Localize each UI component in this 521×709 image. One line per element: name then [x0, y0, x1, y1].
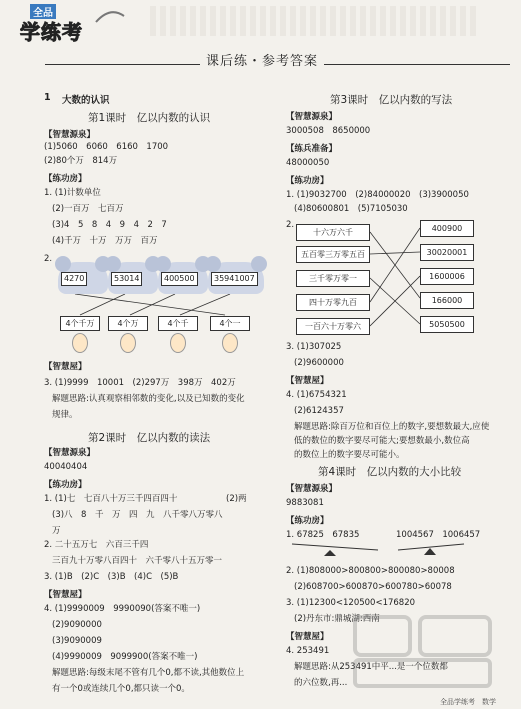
answer-line: (3)4 5 8 4 9 4 2 7 [52, 220, 167, 230]
answer-line: 4. 253491 [286, 646, 330, 656]
mouse-figure [158, 262, 208, 294]
mouse-figure [208, 262, 264, 294]
section-label: 【智慧源泉】 [44, 448, 96, 458]
cat-figure [120, 333, 136, 353]
answer-line: 1004567 1006457 [396, 530, 481, 540]
answer-line: 3. (1)9999 10001 (2)297万 398万 402万 [44, 378, 236, 388]
answer-line: (2)9090000 [52, 620, 102, 630]
mouse-number: 400500 [161, 272, 198, 286]
lesson-2-title: 第2课时 亿以内数的读法 [88, 432, 211, 444]
page-title: 课后练・参考答案 [200, 50, 324, 69]
lesson-4-title: 第4课时 亿以内数的大小比较 [318, 466, 462, 478]
cat-figure [222, 333, 238, 353]
answer-line: 40040404 [44, 462, 88, 472]
answer-line: 解题思路:从253491中平...是一个位数都 [294, 662, 448, 672]
answer-line: 3. (1)12300<120500<176820 [286, 598, 416, 608]
section-label: 【智慧屋】 [44, 590, 87, 600]
balance-scale-icon [396, 540, 466, 556]
answer-line: 低的数位的数字要尽可能大;要想数最小,数位高 [294, 436, 470, 446]
answer-line: 的数位上的数字要尽可能小。 [294, 450, 405, 460]
section-label: 【智慧屋】 [286, 376, 329, 386]
word-box: 十六万六千 [296, 224, 370, 241]
answer-line: 2. [286, 220, 295, 230]
section-label: 【练兵准备】 [286, 144, 338, 154]
mouse-number: 35941007 [211, 272, 258, 286]
answer-line: 有一个0或连续几个0,都只读一个0。 [52, 684, 190, 694]
section-label: 【智慧源泉】 [286, 112, 338, 122]
answer-line: (3)9090009 [52, 636, 102, 646]
answer-line: (2)9600000 [294, 358, 344, 368]
lesson-3-title: 第3课时 亿以内数的写法 [330, 94, 453, 106]
answer-line: (2)丹东市:鼎城湖:西南 [294, 614, 380, 624]
mouse-figure [58, 262, 108, 294]
word-box: 五百零三万零五百 [296, 246, 370, 263]
answer-line: (4)80600801 (5)7105030 [294, 204, 408, 214]
word-box: 四十万零九百 [296, 294, 370, 311]
place-value-box: 4个一 [210, 316, 250, 331]
answer-line: (2)两 [226, 494, 247, 504]
word-box: 一百六十万零六 [296, 318, 370, 335]
decor-band [150, 6, 480, 36]
matching-lines-left [50, 294, 270, 316]
balance-scale-icon [290, 540, 380, 556]
section-label: 【练功房】 [286, 516, 329, 526]
section-label: 【智慧屋】 [286, 632, 329, 642]
number-box: 30020001 [420, 244, 474, 261]
matching-lines-right [370, 226, 420, 330]
section-label: 【智慧屋】 [44, 362, 87, 372]
watermark [350, 612, 500, 692]
brand-top: 全品 [30, 4, 56, 19]
answer-line: 1. (1)9032700 (2)84000020 (3)3900050 [286, 190, 469, 200]
answer-line: 的六位数,再... [294, 678, 348, 688]
section-label: 【练功房】 [44, 480, 87, 490]
answer-line: 48000050 [286, 158, 330, 168]
section-label: 【智慧源泉】 [286, 484, 338, 494]
number-box: 5050500 [420, 316, 474, 333]
answer-line: 万 [52, 526, 61, 536]
word-box: 三千零万零一 [296, 270, 370, 287]
header-bar [45, 50, 510, 70]
mouse-figure [108, 262, 158, 294]
answer-line: 3. (1)B (2)C (3)B (4)C (5)B [44, 572, 179, 582]
answer-line: 规律。 [52, 410, 78, 420]
brand-logo [20, 4, 130, 44]
answer-line: 3000508 8650000 [286, 126, 371, 136]
footer-label: 全品学练考 数学 [440, 698, 496, 706]
unit-title: 大数的认识 [62, 95, 110, 106]
section-label: 【练功房】 [286, 176, 329, 186]
answer-line: 4. (1)6754321 [286, 390, 347, 400]
cat-figure [72, 333, 88, 353]
answer-line: 1. 67825 67835 [286, 530, 360, 540]
number-box: 400900 [420, 220, 474, 237]
answer-line: (4)9990009 9099900(答案不唯一) [52, 652, 198, 662]
answer-line: 4. (1)9990009 9990090(答案不唯一) [44, 604, 201, 614]
number-box: 1600006 [420, 268, 474, 285]
answer-line: (2)一百万 七百万 [52, 204, 124, 214]
lesson-1-title: 第1课时 亿以内数的认识 [88, 112, 211, 124]
answer-line: 2. [44, 254, 53, 264]
answer-line: (1)5060 6060 6160 1700 [44, 142, 169, 152]
answer-line: 9883081 [286, 498, 324, 508]
place-value-box: 4个千 [158, 316, 198, 331]
answer-line: (2)80个万 814万 [44, 156, 118, 166]
answer-line: (3)八 8 千 万 四 九 八千零八万零八 [52, 510, 223, 520]
cat-figure [170, 333, 186, 353]
answer-line: 三百九十万零八百四十 六千零八十五万零一 [52, 556, 223, 566]
answer-line: (2)608700>600870>600780>60078 [294, 582, 452, 592]
place-value-box: 4个万 [108, 316, 148, 331]
answer-line: 2. (1)808000>800800>800080>80008 [286, 566, 455, 576]
place-value-box: 4个千万 [60, 316, 100, 331]
number-box: 166000 [420, 292, 474, 309]
watermark-logo-icon [350, 612, 500, 692]
section-label: 【练功房】 [44, 174, 87, 184]
brand-main: 学练考 [20, 20, 83, 44]
answer-line: 解题思路:除百万位和百位上的数字,要想数最大,应使 [294, 422, 490, 432]
answer-line: (2)6124357 [294, 406, 344, 416]
answer-line: (4)千万 十万 万万 百万 [52, 236, 158, 246]
mouse-number: 4270 [61, 272, 87, 286]
answer-line: 3. (1)307025 [286, 342, 342, 352]
answer-line: 解题思路:认真观察相邻数的变化,以及已知数的变化 [52, 394, 245, 404]
swoosh-icon [95, 10, 125, 24]
mouse-number: 53014 [111, 272, 142, 286]
answer-line: 2. 二十五万七 六百三千四 [44, 540, 149, 550]
answer-line: 1. (1)计数单位 [44, 188, 101, 198]
answer-line: 1. (1)七 七百八十万三千四百四十 [44, 494, 178, 504]
answer-line: 解题思路:每级末尾不管有几个0,都不读,其他数位上 [52, 668, 245, 678]
section-label: 【智慧源泉】 [44, 130, 96, 140]
unit-number: 1 [44, 92, 51, 103]
